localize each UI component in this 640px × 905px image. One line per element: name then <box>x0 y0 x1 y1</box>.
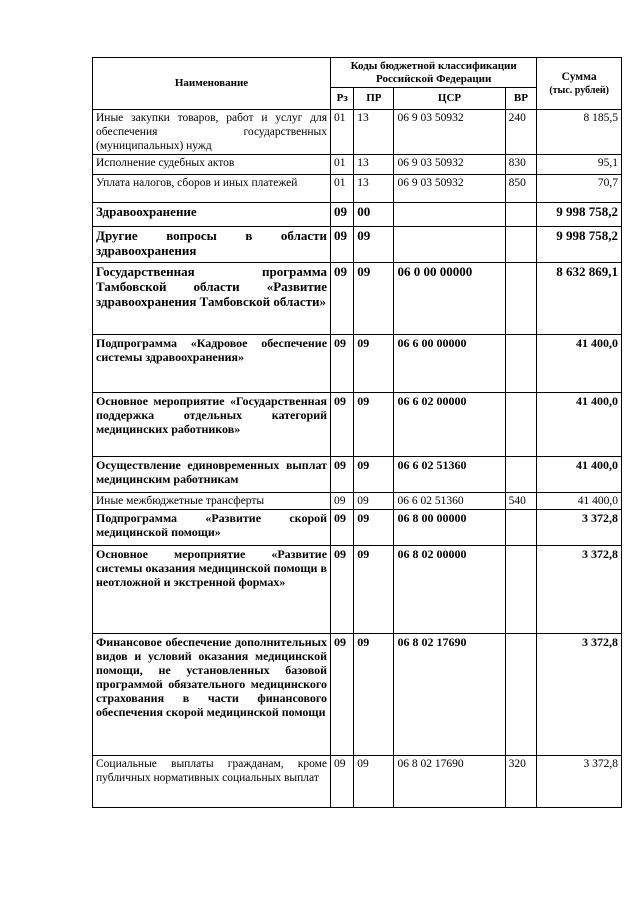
row-pr-cell: 09 <box>354 546 394 634</box>
row-sum-cell: 70,7 <box>537 175 622 203</box>
row-rz-cell: 09 <box>331 263 354 335</box>
row-rz-cell: 09 <box>331 546 354 634</box>
row-csr-cell: 06 8 00 00000 <box>394 510 505 546</box>
row-pr-cell: 09 <box>354 263 394 335</box>
table-row <box>93 263 622 335</box>
row-vr-cell <box>505 227 537 263</box>
table-row <box>93 756 622 808</box>
table-row <box>93 634 622 756</box>
row-vr-cell: 240 <box>505 110 537 155</box>
header-pr: ПР <box>354 88 394 110</box>
row-vr-cell <box>505 546 537 634</box>
row-pr-cell: 09 <box>354 493 394 510</box>
table-row <box>93 457 622 493</box>
row-name-cell: Осуществление единовременных выплат медицинским работникам <box>93 457 331 493</box>
row-vr-cell: 850 <box>505 175 537 203</box>
row-vr-cell <box>505 203 537 227</box>
row-csr-cell <box>394 227 505 263</box>
table-row <box>93 203 622 227</box>
table-row <box>93 335 622 393</box>
row-rz-cell: 09 <box>331 756 354 808</box>
row-rz-cell: 01 <box>331 155 354 175</box>
row-vr-cell <box>505 510 537 546</box>
row-vr-cell <box>505 634 537 756</box>
row-rz-cell: 09 <box>331 510 354 546</box>
header-vr: ВР <box>505 88 537 110</box>
header-sum-unit: (тыс. рублей) <box>549 84 609 96</box>
header-name: Наименование <box>93 58 331 110</box>
table-row <box>93 175 622 203</box>
row-sum-cell: 41 400,0 <box>537 493 622 510</box>
row-csr-cell: 06 8 02 00000 <box>394 546 505 634</box>
row-sum-cell: 3 372,8 <box>537 546 622 634</box>
row-sum-cell: 41 400,0 <box>537 335 622 393</box>
row-sum-cell: 8 185,5 <box>537 110 622 155</box>
table-row <box>93 510 622 546</box>
row-csr-cell: 06 6 00 00000 <box>394 335 505 393</box>
row-name-cell: Подпрограмма «Развитие скорой медицинской помощи» <box>93 510 331 546</box>
row-pr-cell: 09 <box>354 634 394 756</box>
table-row <box>93 227 622 263</box>
row-csr-cell: 06 8 02 17690 <box>394 756 505 808</box>
header-csr: ЦСР <box>394 88 505 110</box>
row-pr-cell: 09 <box>354 393 394 457</box>
row-csr-cell: 06 0 00 00000 <box>394 263 505 335</box>
row-pr-cell: 09 <box>354 510 394 546</box>
row-pr-cell: 09 <box>354 457 394 493</box>
header-codes-group: Коды бюджетной классификации Российской Федерации <box>331 58 537 88</box>
row-sum-cell: 95,1 <box>537 155 622 175</box>
row-csr-cell: 06 9 03 50932 <box>394 110 505 155</box>
header-rz: Рз <box>331 88 354 110</box>
row-csr-cell: 06 8 02 17690 <box>394 634 505 756</box>
budget-document <box>92 57 622 808</box>
row-name-cell: Подпрограмма «Кадровое обеспечение системы здравоохранения» <box>93 335 331 393</box>
row-sum-cell: 41 400,0 <box>537 457 622 493</box>
row-name-cell: Исполнение судебных актов <box>93 155 331 175</box>
row-pr-cell: 09 <box>354 756 394 808</box>
row-rz-cell: 09 <box>331 203 354 227</box>
row-csr-cell: 06 6 02 00000 <box>394 393 505 457</box>
row-pr-cell: 00 <box>354 203 394 227</box>
row-name-cell: Иные межбюджетные трансферты <box>93 493 331 510</box>
row-sum-cell: 3 372,8 <box>537 634 622 756</box>
table-body <box>93 110 622 808</box>
row-rz-cell: 09 <box>331 227 354 263</box>
row-name-cell: Социальные выплаты гражданам, кроме публичных нормативных социальных выплат <box>93 756 331 808</box>
row-name-cell: Другие вопросы в области здравоохранения <box>93 227 331 263</box>
row-rz-cell: 09 <box>331 634 354 756</box>
row-vr-cell <box>505 457 537 493</box>
table-row <box>93 155 622 175</box>
row-sum-cell: 3 372,8 <box>537 756 622 808</box>
row-rz-cell: 01 <box>331 175 354 203</box>
row-vr-cell: 540 <box>505 493 537 510</box>
row-sum-cell: 9 998 758,2 <box>537 203 622 227</box>
row-rz-cell: 09 <box>331 493 354 510</box>
table-row <box>93 393 622 457</box>
row-vr-cell <box>505 335 537 393</box>
table-row <box>93 110 622 155</box>
row-csr-cell: 06 6 02 51360 <box>394 493 505 510</box>
row-name-cell: Основное мероприятие «Развитие системы оказания медицинской помощи в неотложной и экстренной формах» <box>93 546 331 634</box>
row-csr-cell: 06 9 03 50932 <box>394 155 505 175</box>
row-vr-cell: 320 <box>505 756 537 808</box>
row-name-cell: Иные закупки товаров, работ и услуг для обеспечения государственных (муниципальных) нужд <box>93 110 331 155</box>
row-pr-cell: 09 <box>354 227 394 263</box>
row-name-cell: Здравоохранение <box>93 203 331 227</box>
row-csr-cell: 06 6 02 51360 <box>394 457 505 493</box>
row-pr-cell: 13 <box>354 110 394 155</box>
row-pr-cell: 13 <box>354 175 394 203</box>
row-sum-cell: 3 372,8 <box>537 510 622 546</box>
row-rz-cell: 09 <box>331 457 354 493</box>
row-rz-cell: 01 <box>331 110 354 155</box>
row-rz-cell: 09 <box>331 335 354 393</box>
row-rz-cell: 09 <box>331 393 354 457</box>
row-name-cell: Финансовое обеспечение дополнительных видов и условий оказания медицинской помощи, не установленных базовой программой обязательного медицинского страхования в части финансового обеспечения скорой медицинской помощи <box>93 634 331 756</box>
row-name-cell: Уплата налогов, сборов и иных платежей <box>93 175 331 203</box>
row-sum-cell: 9 998 758,2 <box>537 227 622 263</box>
row-pr-cell: 13 <box>354 155 394 175</box>
header-sum <box>537 58 622 110</box>
table-row <box>93 546 622 634</box>
row-sum-cell: 41 400,0 <box>537 393 622 457</box>
table-row <box>93 493 622 510</box>
header-sum-title: Сумма <box>561 70 597 83</box>
row-csr-cell <box>394 203 505 227</box>
row-vr-cell <box>505 393 537 457</box>
row-name-cell: Основное мероприятие «Государственная поддержка отдельных категорий медицинских работников» <box>93 393 331 457</box>
row-vr-cell: 830 <box>505 155 537 175</box>
row-name-cell: Государственная программа Тамбовской области «Развитие здравоохранения Тамбовской области» <box>93 263 331 335</box>
row-pr-cell: 09 <box>354 335 394 393</box>
row-sum-cell: 8 632 869,1 <box>537 263 622 335</box>
row-vr-cell <box>505 263 537 335</box>
budget-table <box>92 57 622 808</box>
row-csr-cell: 06 9 03 50932 <box>394 175 505 203</box>
